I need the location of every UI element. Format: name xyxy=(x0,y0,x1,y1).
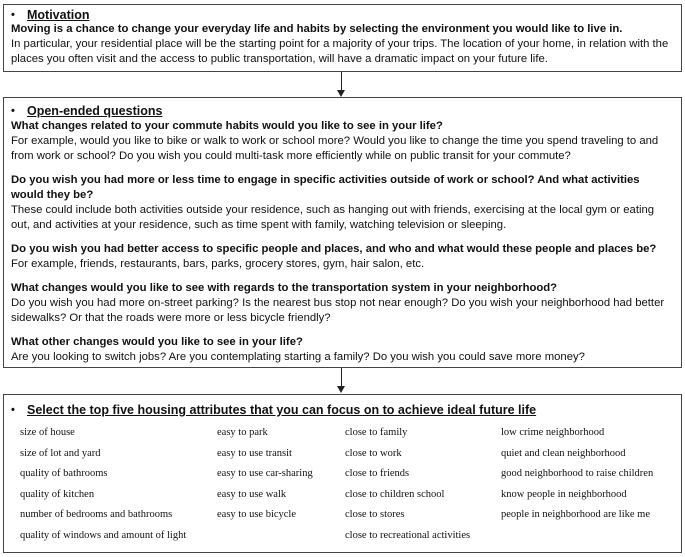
question-item xyxy=(11,173,675,233)
question-text: Do you wish you had more or less time to engage in specific activities outside of work or school? And what activities would they be? xyxy=(11,174,640,201)
question-example: Are you looking to switch jobs? Are you contemplating starting a family? Do you wish you could save more money? xyxy=(11,351,585,363)
attribute-option[interactable]: people in neighborhood are like me xyxy=(501,509,650,521)
attributes-column-neighborhood xyxy=(501,423,653,526)
attribute-option[interactable]: close to recreational activities xyxy=(345,529,471,541)
attribute-option[interactable]: close to family xyxy=(345,427,408,438)
arrow-down-icon xyxy=(337,90,345,97)
attribute-option[interactable]: close to friends xyxy=(345,468,410,480)
attribute-option[interactable]: quality of bathrooms xyxy=(20,468,108,480)
question-text: What changes related to your commute habits would you like to see in your life? xyxy=(11,120,443,132)
question-text: Do you wish you had better access to specific people and places, and who and what would these people and places be? xyxy=(11,243,657,255)
question-text: What changes would you like to see with regards to the transportation system in your neighborhood? xyxy=(11,282,558,294)
question-example: For example, friends, restaurants, bars, parks, grocery stores, gym, hair salon, etc. xyxy=(11,258,425,270)
bullet-icon: • xyxy=(11,105,15,117)
attributes-column-mobility xyxy=(217,423,313,526)
attributes-heading xyxy=(11,403,675,417)
bullet-icon: • xyxy=(11,404,15,416)
attribute-option[interactable]: quality of kitchen xyxy=(20,488,95,500)
motivation-lead: Moving is a chance to change your everyday life and habits by selecting the environment you would like to live in. xyxy=(11,23,623,35)
motivation-heading xyxy=(11,8,675,22)
arrow-down-icon xyxy=(337,386,345,393)
arrow-line xyxy=(341,72,342,91)
question-example: Do you wish you had more on-street parking? Is the nearest bus stop not near enough? Do you wish your neighborhood had better sidewalks? Or that the roads were more or less bicycle friendly? xyxy=(11,297,665,324)
questions-title: Open-ended questions xyxy=(27,104,163,118)
bullet-icon: • xyxy=(11,9,15,21)
attribute-option[interactable]: good neighborhood to raise children xyxy=(501,468,654,480)
attribute-option[interactable]: quiet and clean neighborhood xyxy=(501,447,626,459)
questions-box xyxy=(3,97,682,368)
attribute-option[interactable]: easy to use car-sharing xyxy=(217,468,313,480)
attribute-option[interactable]: size of lot and yard xyxy=(20,447,101,459)
attribute-option[interactable]: easy to use walk xyxy=(217,488,287,500)
arrow-line xyxy=(341,368,342,387)
question-text: What other changes would you like to see in your life? xyxy=(11,336,303,348)
attribute-option[interactable]: easy to use bicycle xyxy=(217,509,297,521)
attribute-option[interactable]: quality of windows and amount of light xyxy=(20,529,187,541)
attribute-option[interactable]: number of bedrooms and bathrooms xyxy=(20,509,173,521)
question-item xyxy=(11,242,675,272)
attribute-option[interactable]: easy to park xyxy=(217,427,268,438)
question-item xyxy=(11,119,675,164)
attribute-option[interactable]: know people in neighborhood xyxy=(501,488,627,500)
attribute-option[interactable]: low crime neighborhood xyxy=(501,427,605,438)
attributes-title: Select the top five housing attributes that you can focus on to achieve ideal future life xyxy=(27,403,537,417)
questions-heading xyxy=(11,104,675,118)
question-item xyxy=(11,335,675,365)
attributes-column-proximity xyxy=(345,423,470,547)
motivation-body: In particular, your residential place will be the starting point for a majority of your trips. The location of your home, in relation with the places you often visit and the access to public transportation, will have a dramatic impact on your future life. xyxy=(11,38,669,65)
attribute-option[interactable]: easy to use transit xyxy=(217,447,292,459)
attribute-option[interactable]: close to stores xyxy=(345,509,405,521)
attribute-option[interactable]: close to work xyxy=(345,447,402,459)
attribute-option[interactable]: size of house xyxy=(20,427,75,438)
question-example: These could include both activities outside your residence, such as hanging out with friends, exercising at the local gym or eating out, and activities at your residence, such as time spent with family, watching television or sleeping. xyxy=(11,204,655,231)
motivation-title: Motivation xyxy=(27,8,90,22)
attributes-column-dwelling xyxy=(20,423,186,547)
question-example: For example, would you like to bike or walk to work or school more? Would you like to change the time you spend traveling to and from work or school? Do you wish you could multi-task more efficiently while on public transit for your commute? xyxy=(11,135,659,162)
attribute-option[interactable]: close to children school xyxy=(345,488,445,500)
motivation-box xyxy=(3,4,682,72)
question-item xyxy=(11,281,675,326)
attributes-box xyxy=(3,394,682,553)
